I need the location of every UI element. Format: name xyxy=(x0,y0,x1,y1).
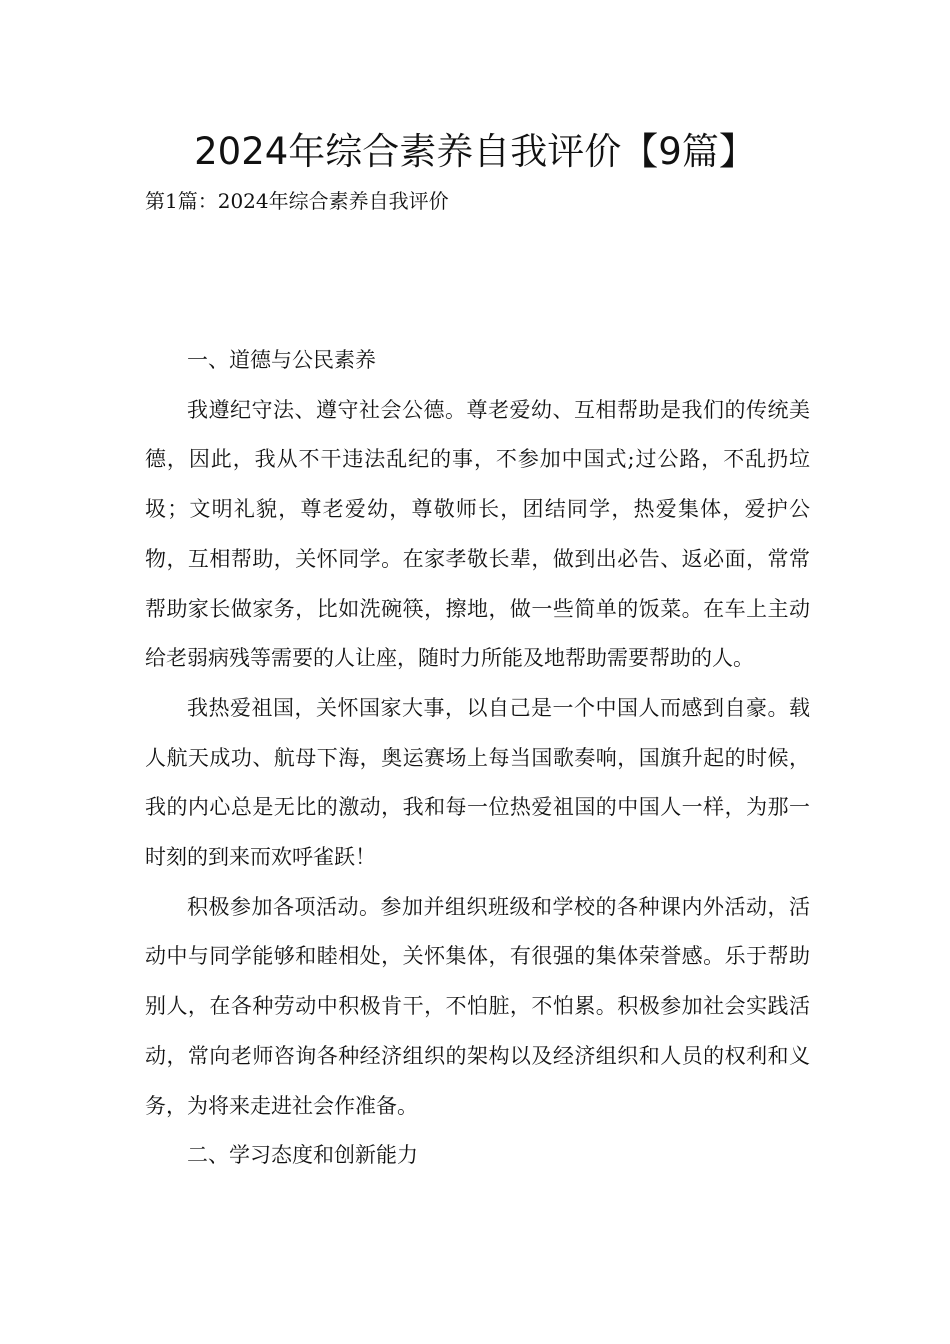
paragraph-patriotism: 我热爱祖国，关怀国家大事，以自己是一个中国人而感到自豪。载人航天成功、航母下海，奥运赛场上每当国歌奏响，国旗升起的时候，我的内心总是无比的激动，我和每一位热爱祖国的中国人一样，为那一时刻的到来而欢呼雀跃！ xyxy=(145,695,810,870)
paragraph-morality: 我遵纪守法、遵守社会公德。尊老爱幼、互相帮助是我们的传统美德，因此，我从不干违法乱纪的事，不参加中国式;过公路，不乱扔垃圾；文明礼貌，尊老爱幼，尊敬师长，团结同学，热爱集体，爱护公物，互相帮助，关怀同学。在家孝敬长辈，做到出必告、返必面，常常帮助家长做家务，比如洗碗筷，擦地，做一些简单的饭菜。在车上主动给老弱病残等需要的人让座，随时力所能及地帮助需要帮助的人。 xyxy=(145,397,810,671)
section-heading-morality: 一、道德与公民素养 xyxy=(187,348,376,372)
document-body xyxy=(145,336,810,1181)
document-subtitle: 第1篇：2024年综合素养自我评价 xyxy=(145,189,449,213)
section-heading-learning: 二、学习态度和创新能力 xyxy=(187,1143,418,1168)
paragraph-activities: 积极参加各项活动。参加并组织班级和学校的各种课内外活动，活动中与同学能够和睦相处，关怀集体，有很强的集体荣誉感。乐于帮助别人，在各种劳动中积极肯干，不怕脏，不怕累。积极参加社会实践活动，常向老师咨询各种经济组织的架构以及经济组织和人员的权利和义务，为将来走进社会作准备。 xyxy=(145,894,810,1118)
document-title: 2024年综合素养自我评价【9篇】 xyxy=(194,130,756,173)
